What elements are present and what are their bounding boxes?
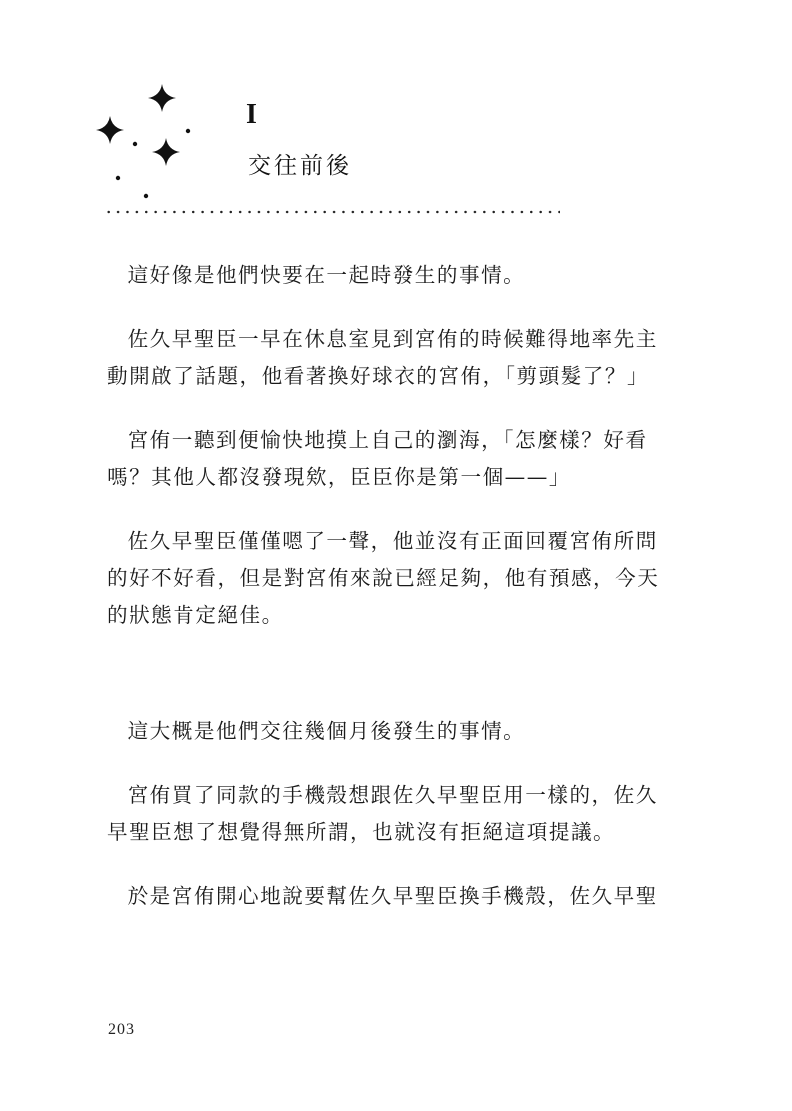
sparkle-large-top-icon (148, 84, 176, 112)
dotted-divider (104, 209, 560, 215)
paragraph: 宮侑買了同款的手機殼想跟佐久早聖臣用一樣的，佐久早聖臣想了想覺得無所謂，也就沒有拒絕這項提議。 (107, 783, 658, 844)
sparkle-middle-icon (152, 138, 180, 166)
paragraph: 佐久早聖臣一早在休息室見到宮侑的時候難得地率先主動開啟了話題，他看著換好球衣的宮侑，「剪頭髮了？」 (107, 327, 658, 388)
paragraph: 這大概是他們交往幾個月後發生的事情。 (127, 719, 526, 743)
dot-icon (133, 142, 137, 146)
paragraph: 佐久早聖臣僅僅嗯了一聲，他並沒有正面回覆宮侑所問的好不好看，但是對宮侑來說已經足夠，他有預感，今天的狀態肯定絕佳。 (107, 529, 660, 627)
dot-icon (116, 176, 120, 180)
page-number: 203 (108, 1021, 135, 1038)
paragraph: 宮侑一聽到便愉快地摸上自己的瀏海，「怎麼樣？好看嗎？其他人都沒發現欸，臣臣你是第一個——」 (107, 428, 648, 489)
sparkle-stars-icon (90, 80, 210, 210)
body-text (107, 257, 667, 942)
dot-icon (144, 194, 148, 198)
dot-icon (186, 129, 190, 133)
chapter-number: I (246, 99, 257, 130)
paragraph: 這好像是他們快要在一起時發生的事情。 (127, 263, 526, 287)
paragraph: 於是宮侑開心地說要幫佐久早聖臣換手機殼，佐久早聖 (127, 884, 658, 908)
chapter-title: 交往前後 (248, 153, 352, 179)
sparkle-left-icon (96, 116, 124, 144)
